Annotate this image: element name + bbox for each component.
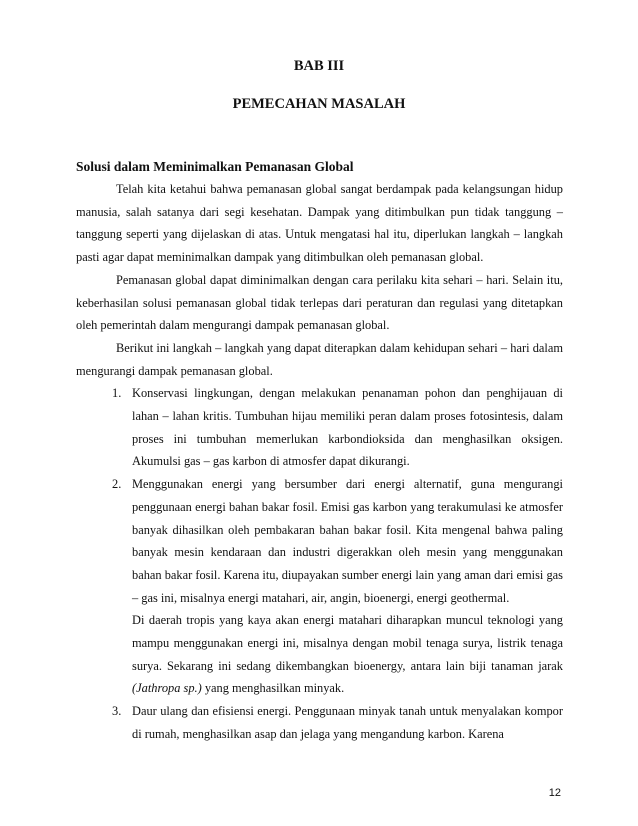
section-title: Solusi dalam Meminimalkan Pemanasan Global (76, 159, 354, 174)
chapter-title: PEMECAHAN MASALAH (232, 96, 406, 112)
list-item (76, 700, 563, 745)
continuation-text: Di daerah tropis yang kaya akan energi matahari diharapkan muncul teknologi yang mampu menggunakan energi ini, misalnya dengan mobil tenaga surya, listrik tenaga surya. Sekarang ini sedang dikembangkan bioenergy, antara lain biji tanaman jarak (132, 613, 563, 673)
paragraph: Pemanasan global dapat diminimalkan dengan cara perilaku kita sehari – hari. Selain itu, keberhasilan solusi pemanasan global tidak terlepas dari peraturan dan regulasi yang ditetapkan oleh pemerintah dalam mengurangi dampak pemanasan global. (76, 272, 563, 333)
chapter-number: BAB III (293, 58, 345, 74)
paragraph: Telah kita ketahui bahwa pemanasan global sangat berdampak pada kelangsungan hidup manusia, salah satanya dari segi kesehatan. Dampak yang ditimbulkan pun tidak tanggung – tanggung seperti yang dijelaskan di atas. Untuk mengatasi hal itu, diperlukan langkah – langkah pasti agar dapat meminimalkan dampak yang ditimbulkan oleh pemanasan global. (76, 182, 563, 265)
body-text (76, 156, 563, 746)
list-item-text: Daur ulang dan efisiensi energi. Penggunaan minyak tanah untuk menyalakan kompor di rumah, menghasilkan asap dan jelaga yang mengandung karbon. Karena (132, 704, 563, 741)
species-name: (Jathropa sp.) (132, 681, 202, 696)
numbered-list (76, 382, 563, 745)
list-item-text: Konservasi lingkungan, dengan melakukan penanaman pohon dan penghijauan di lahan – lahan kritis. Tumbuhan hijau memiliki peran dalam proses fotosintesis, dalam proses ini tumbuhan memerlukan karbondioksida dan menghasilkan oksigen. Akumulsi gas – gas karbon di atmosfer dapat dikurangi. (132, 386, 563, 469)
list-item-number: 3. (112, 704, 122, 719)
list-item-continuation (132, 609, 563, 700)
continuation-text-end: yang menghasilkan minyak. (201, 681, 345, 696)
list-item (76, 473, 563, 700)
list-item (76, 382, 563, 473)
list-item-text: Menggunakan energi yang bersumber dari energi alternatif, guna mengurangi penggunaan energi bahan bakar fosil. Emisi gas karbon yang terakumulasi ke atmosfer banyak dihasilkan oleh pembakaran bahan bakar fosil. Kita mengenal bahwa paling banyak mesin kendaraan dan industri digerakkan oleh mesin yang menggunakan bahan bakar fosil. Karena itu, diupayakan sumber energi lain yang aman dari emisi gas – gas ini, misalnya energi matahari, air, angin, bioenergi, energi geothermal. (132, 477, 563, 605)
list-item-number: 1. (112, 386, 122, 401)
paragraph: Berikut ini langkah – langkah yang dapat diterapkan dalam kehidupan sehari – hari dalam mengurangi dampak pemanasan global. (76, 340, 563, 378)
page-number: 12 (548, 787, 561, 799)
list-item-number: 2. (112, 477, 122, 492)
